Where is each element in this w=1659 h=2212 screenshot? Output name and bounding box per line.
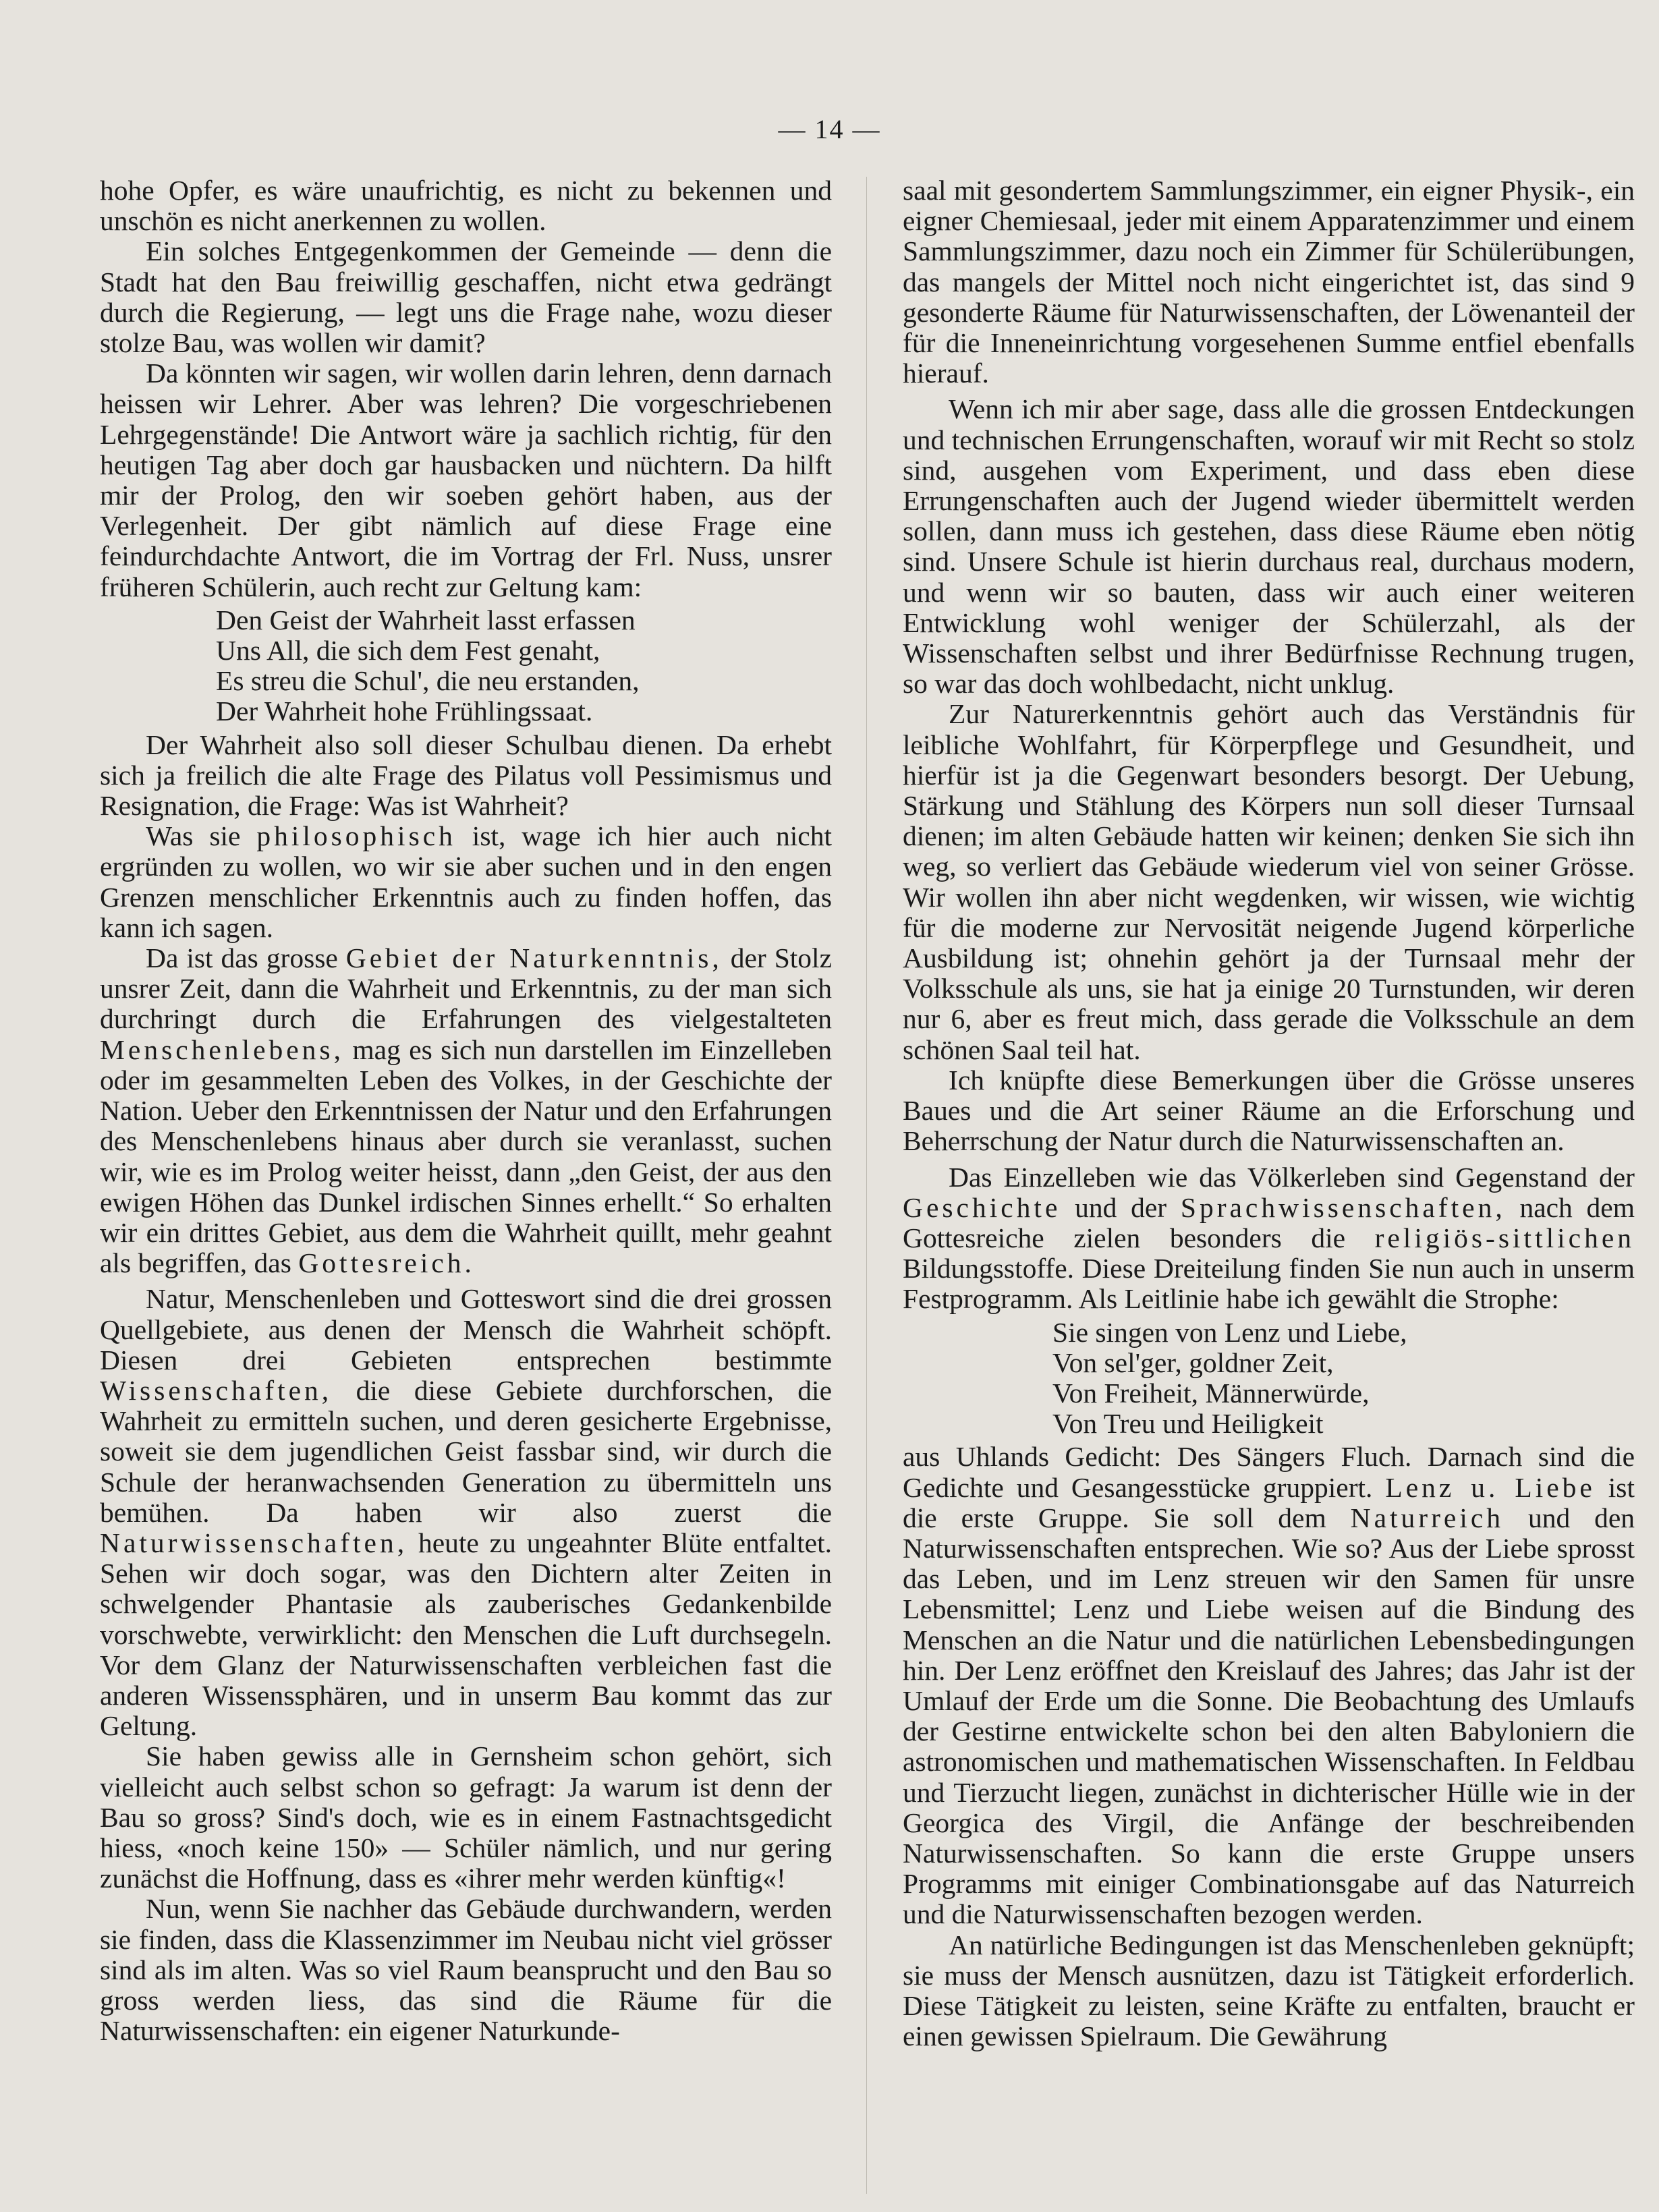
paragraph: saal mit gesondertem Sammlungszimmer, ein eigner Physik-, ein eigner Chemiesaal, jeder mit einem Apparatenzimmer und einem Sammlungszimmer, dazu noch ein Zimmer für Schülerübungen, das mangels der Mittel noch nicht eingerichtet ist, das sind 9 gesonderte Räume für Naturwissenschaften, der Löwenanteil der für die Inneneinrichtung vorgesehenen Summe entfiel ebenfalls hierauf. [903,175,1635,389]
paragraph [903,1162,1635,1315]
poem-line: Von Freiheit, Männerwürde, [1052,1377,1370,1409]
poem-line: Uns All, die sich dem Fest genaht, [216,635,600,667]
text-run: ist die erste Gruppe. Sie soll dem [903,1471,1635,1533]
paragraph [100,821,832,943]
text-run: die diese Gebiete durchforschen, die Wahrheit zu ermitteln suchen, und deren gesicherte Ergebnisse, soweit sie dem jugendlichen Geist fassbar sind, wir durch die Schule der heranwachsenden Generation zu übermitteln uns bemühen. Da haben wir also zuerst die [100,1374,833,1528]
text-run: Bildungsstoffe. Diese Dreiteilung finden Sie nun auch in unserm Festprogramm. Als Leitlinie habe ich gewählt die Strophe: [903,1253,1635,1315]
page-number: — 14 — [778,114,881,144]
poem-quote [1052,1317,1635,1440]
paragraph: Ich knüpfte diese Bemerkungen über die Grösse unseres Baues und die Art seiner Räume an die Erforschung und Beherrschung der Natur durch die Naturwissenschaften an. [903,1064,1635,1157]
spaced-emphasis: Menschenlebens, [100,1033,344,1065]
poem-line: Der Wahrheit hohe Frühlingssaat. [216,696,593,727]
paragraph [100,943,832,1278]
text-run: heute zu ungeahnter Blüte entfaltet. Sehen wir doch sogar, was den Dichtern alter Zeiten in schwelgender Phantasie als zauberisches Gedankenbilde vorschwebte, verwirklicht: den Menschen die Luft durchsegeln. Vor dem Glanz der Naturwissenschaften verbleichen fast die anderen Wissenssphären, und in unserm Bau kommt das zur Geltung. [100,1527,832,1742]
text-run: mag es sich nun darstellen im Einzelleben oder im gesammelten Leben des Volkes, in der Geschichte der Nation. Ueber den Erkenntnissen der Natur und den Erfahrungen des Menschenlebens hinaus aber durch sie veranlasst, suchen wir, wie es im Prolog weiter heisst, dann „den Geist, der aus den ewigen Höhen das Dunkel irdischen Sinnes erhellt.“ So erhalten wir ein drittes Gebiet, aus dem die Wahrheit quillt, mehr geahnt als begriffen, das [100,1033,832,1279]
paragraph: Wenn ich mir aber sage, dass alle die grossen Entdeckungen und technischen Errungenschaften, worauf wir mit Recht so stolz sind, ausgehen vom Experiment, und dass eben diese Errungenschaften auch der Jugend wieder übermittelt werden sollen, dann muss ich gestehen, dass diese Räume eben nötig sind. Unsere Schule ist hierin durchaus real, durchaus modern, und wenn wir so bauten, dass wir auch einer weiteren Entwicklung wohl weniger der Schülerzahl, als der Wissenschaften selbst und ihrer Bedürfnisse Rechnung trugen, so war das doch wohlbedacht, nicht unklug. [903,393,1635,700]
spaced-emphasis: Gebiet der Naturkenntnis, [345,942,723,974]
spaced-emphasis: Wissenschaften, [100,1374,333,1406]
poem-line: Von sel'ger, goldner Zeit, [1052,1346,1334,1378]
spaced-emphasis: Lenz u. Liebe [1385,1471,1596,1503]
text-run: nach dem Gottesreiche zielen besonders die [903,1191,1635,1253]
column-divider [866,177,867,2194]
right-column [903,175,1635,2051]
text-run: Was sie [146,820,241,852]
poem-line: Von Treu und Heiligkeit [1052,1408,1324,1440]
paragraph: Zur Naturerkenntnis gehört auch das Verständnis für leibliche Wohlfahrt, für Körperpflege und Gesundheit, und hierfür ist ja die Gegenwart besonders besorgt. Der Uebung, Stärkung und Stählung des Körpers nun soll dieser Turnsaal dienen; im alten Gebäude hatten wir keinen; denken Sie sich ihn weg, so verliert das Gebäude wiederum viel von seiner Grösse. Wir wollen ihn aber nicht wegdenken, wir wissen, wie wichtig für die moderne zur Nervosität neigende Jugend körperliche Ausbildung ist; ohnehin gehört ja der Turnsaal mehr der Volksschule als uns, sie hat ja einige 20 Turnstunden, wir deren nur 6, aber es freut mich, dass gerade die Volksschule an dem schönen Saal teil hat. [903,698,1635,1065]
text-run: aus Uhlands Gedicht: Des Sängers Fluch. Darnach sind die Gedichte und Gesangesstücke gruppiert. [903,1441,1635,1503]
text-run: ist, wage ich hier auch nicht ergründen zu wollen, wo wir sie aber suchen und in den engen Grenzen menschlicher Erkenntnis auch zu finden hoffen, das kann ich sagen. [100,820,832,943]
paragraph: An natürliche Bedingungen ist das Menschenleben geknüpft; sie muss der Mensch ausnützen, dazu ist Tätigkeit erforderlich. Diese Tätigkeit zu leisten, seine Kräfte zu entfalten, braucht er einen gewissen Spielraum. Die Gewährung [903,1929,1635,2052]
spaced-emphasis: religiös-sittlichen [1374,1222,1635,1253]
spaced-emphasis: philosophisch [256,820,456,852]
text-run: und der [1075,1191,1167,1223]
text-run: und den Naturwissenschaften entsprechen. Wie so? Aus der Liebe sprosst das Leben, und im Lenz streuen wir den Samen für unsre Lebensmittel; Lenz und Liebe weisen auf die Bindung des Menschen an die Natur und die natürlichen Lebensbedingungen hin. Der Lenz eröffnet den Kreislauf des Jahres; das Jahr ist der Umlauf der Erde um die Sonne. Die Beobachtung des Umlaufs der Gestirne entwickelte schon bei den alten Babyloniern die astronomischen und mathematischen Wissenschaften. In Feldbau und Tierzucht liegen, zunächst in dichterischer Hülle wie in der Georgica des Virgil, die Anfänge der beschreibenden Naturwissenschaften. So kann die erste Gruppe unsers Programms mit einiger Combinationsgabe auf das Naturreich und die Naturwissenschaften bezogen werden. [903,1502,1635,1930]
paragraph: Ein solches Entgegenkommen der Gemeinde — denn die Stadt hat den Bau freiwillig geschaffen, nicht etwa gedrängt durch die Regierung, — legt uns die Frage nahe, wozu dieser stolze Bau, was wollen wir damit? [100,235,832,359]
text-run: Das Einzelleben wie das Völkerleben sind Gegenstand der [949,1161,1635,1193]
paragraph: Da könnten wir sagen, wir wollen darin lehren, denn darnach heissen wir Lehrer. Aber was lehren? Die vorgeschriebenen Lehrgegenstände! Die Antwort wäre ja sachlich richtig, für den heutigen Tag aber doch gar hausbacken und nüchtern. Da hilft mir der Prolog, den wir soeben gehört haben, aus der Verlegenheit. Der gibt nämlich auf diese Frage eine feindurchdachte Antwort, die im Vortrag der Frl. Nuss, unsrer früheren Schülerin, auch recht zur Geltung kam: [100,358,832,602]
text-run: Natur, Menschenleben und Gotteswort sind die drei grossen Quellgebiete, aus denen der Mensch die Wahrheit schöpft. Diesen drei Gebieten entsprechen bestimmte [100,1283,832,1376]
paragraph: Nun, wenn Sie nachher das Gebäude durchwandern, werden sie finden, dass die Klassenzimmer im Neubau nicht viel grösser sind als im alten. Was so viel Raum beansprucht und den Bau so gross werden liess, das sind die Räume für die Naturwissenschaften: ein eigener Naturkunde- [100,1893,832,2047]
paragraph: Der Wahrheit also soll dieser Schulbau dienen. Da erhebt sich ja freilich die alte Frage des Pilatus voll Pessimismus und Resignation, die Frage: Was ist Wahrheit? [100,729,832,822]
paragraph: hohe Opfer, es wäre unaufrichtig, es nicht zu bekennen und unschön es nicht anerkennen zu wollen. [100,175,832,237]
spaced-emphasis: Gottesreich. [298,1247,475,1279]
spaced-emphasis: Sprachwissenschaften, [1180,1191,1506,1223]
spaced-emphasis: Geschichte [903,1191,1061,1223]
paragraph [100,1284,832,1741]
poem-line: Es streu die Schul', die neu erstanden, [216,665,640,697]
poem-quote [216,605,832,727]
paragraph: Sie haben gewiss alle in Gernsheim schon gehört, sich vielleicht auch selbst schon so gefragt: Ja warum ist denn der Bau so gross? Sind's doch, wie es in einem Fastnachtsgedicht hiess, «noch keine 150» — Schüler nämlich, und nur gering zunächst die Hoffnung, dass es «ihrer mehr werden künftig«! [100,1740,832,1894]
spaced-emphasis: Naturwissenschaften, [100,1527,408,1558]
text-run: der Stolz unsrer Zeit, dann die Wahrheit und Erkenntnis, zu der man sich durchringt durch die Erfahrungen des vielgestalteten [100,942,833,1035]
spaced-emphasis: Naturreich [1350,1502,1505,1533]
poem-line: Sie singen von Lenz und Liebe, [1052,1316,1407,1348]
left-column [100,175,832,2046]
poem-line: Den Geist der Wahrheit lasst erfassen [216,604,636,635]
paragraph [903,1442,1635,1929]
text-run: Da ist das grosse [146,942,338,974]
